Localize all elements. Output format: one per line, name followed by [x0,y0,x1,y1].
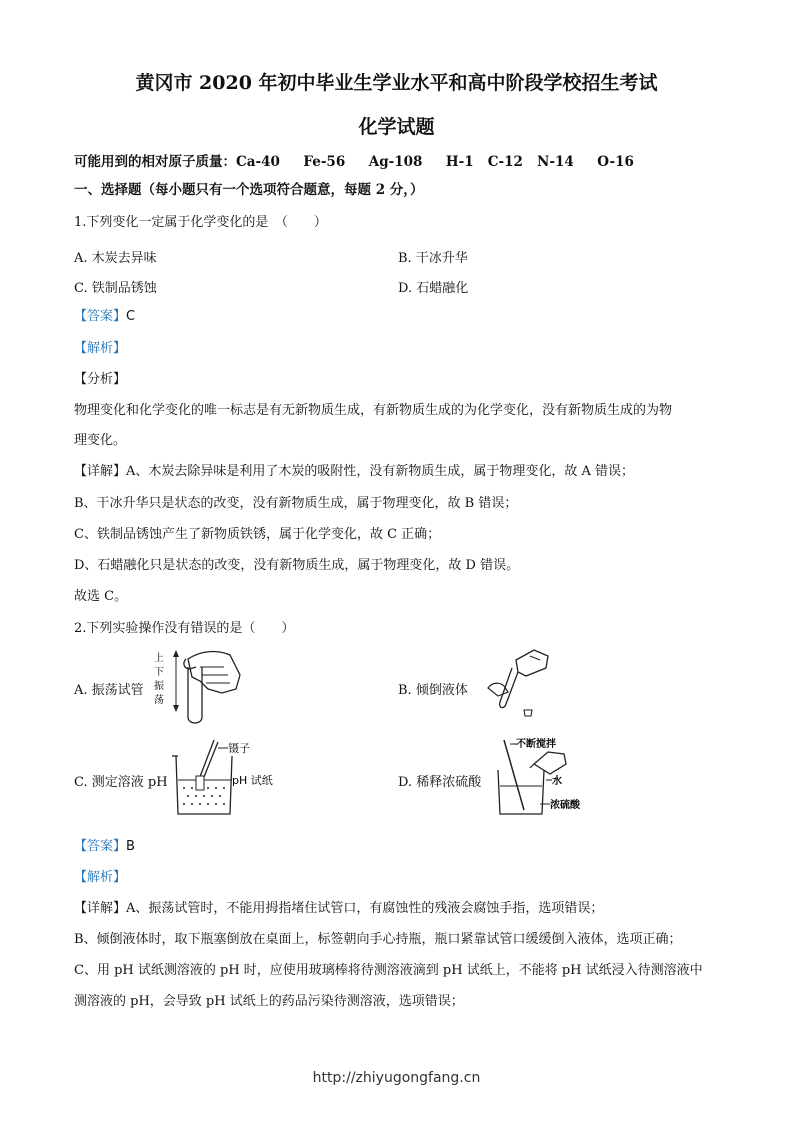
fig-a-label-down: 下 [154,667,164,678]
exam-subtitle: 化学试题 [358,116,435,138]
pour-liquid-figure [474,646,554,720]
fig-d-label-stir: 不断搅拌 [516,739,556,750]
mass-h: H-1 [445,154,474,170]
q2-answer-tag: 【答案】 [74,839,127,854]
q2-option-a: A. 振荡试管 [74,683,144,698]
q2-detail-2: B、倾倒液体时，取下瓶塞倒放在桌面上，标签朝向手心持瓶，瓶口紧靠试管口缓缓倒入液体，选项正确； [74,932,682,947]
shake-test-tube-figure [148,645,244,727]
q2-analysis-tag: 【解析】 [74,870,127,885]
atomic-masses-line [74,150,634,170]
q1-answer-value: C [126,309,136,324]
q1-option-c: C. 铁制品锈蚀 [74,281,157,296]
q1-detail-4: D、石蜡融化只是状态的改变，没有新物质生成，属于物理变化，故 D 错误。 [74,558,520,573]
q2-option-c: C. 测定溶液 pH [74,775,168,790]
q2-answer-value: B [126,839,135,854]
q1-option-b: B. 干冰升华 [398,251,468,266]
fig-a-label-up: 上 [154,653,164,664]
q1-conclusion: 故选 C。 [74,589,128,604]
section-heading: 一、选择题（每小题只有一个选项符合题意，每题 2 分，） [74,182,424,198]
mass-n: N-14 [537,154,574,170]
q2-detail-3: C、用 pH 试纸测溶液的 pH 时，应使用玻璃棒将待测溶液滴到 pH 试纸上，不能将 pH 试纸浸入待测溶液中 [74,963,703,978]
fig-c-label-ph-paper: pH 试纸 [232,774,273,787]
q1-detail-3: C、铁制品锈蚀产生了新物质铁锈，属于化学变化，故 C 正确； [74,527,441,542]
mass-fe: Fe-56 [303,154,346,170]
exam-title: 黄冈市 2020 年初中毕业生学业水平和高中阶段学校招生考试 [135,72,658,94]
q1-detail-2: B、干冰升华只是状态的改变，没有新物质生成，属于物理变化，故 B 错误； [74,496,518,511]
q2-stem: 2.下列实验操作没有错误的是（ ） [74,621,295,636]
q1-analysis-tag: 【解析】 [74,341,127,356]
mass-ag: Ag-108 [368,154,423,170]
fig-a-label-dang: 荡 [154,695,164,706]
fig-d-label-acid: 浓硫酸 [550,800,580,811]
q2-detail-4: 测溶液的 pH，会导致 pH 试纸上的药品污染待测溶液，选项错误； [74,994,464,1009]
q1-answer [74,308,135,326]
atomic-masses-label: 可能用到的相对原子质量： [74,154,236,170]
mass-ca: Ca-40 [236,154,280,170]
q1-answer-tag: 【答案】 [74,309,127,324]
q1-stem: 1.下列变化一定属于化学变化的是 （ ） [74,215,327,230]
q1-fenxi-tag: 【分析】 [74,372,127,387]
q2-answer [74,838,135,856]
q1-fenxi-text-1: 物理变化和化学变化的唯一标志是有无新物质生成，有新物质生成的为化学变化，没有新物质生成的为物 [74,403,673,418]
measure-ph-figure [170,736,274,818]
dilute-sulfuric-acid-figure [490,734,594,818]
fig-c-label-tweezers: 镊子 [228,742,250,755]
fig-d-label-water: 水 [552,776,562,787]
q1-fenxi-text-2: 理变化。 [74,433,127,448]
q1-option-a: A. 木炭去异味 [74,251,157,266]
fig-a-label-zhen: 振 [154,681,164,692]
q2-detail-1: 【详解】A、振荡试管时，不能用拇指堵住试管口，有腐蚀性的残液会腐蚀手指，选项错误； [74,901,604,916]
q1-option-d: D. 石蜡融化 [398,281,469,296]
footer-url[interactable]: http://zhiyugongfang.cn [312,1070,481,1086]
mass-o: O-16 [597,154,634,170]
q1-detail-1: 【详解】A、木炭去除异味是利用了木炭的吸附性，没有新物质生成，属于物理变化，故 A 错误； [74,464,635,479]
mass-c: C-12 [487,154,523,170]
q2-option-d: D. 稀释浓硫酸 [398,775,482,790]
q2-option-b: B. 倾倒液体 [398,683,468,698]
